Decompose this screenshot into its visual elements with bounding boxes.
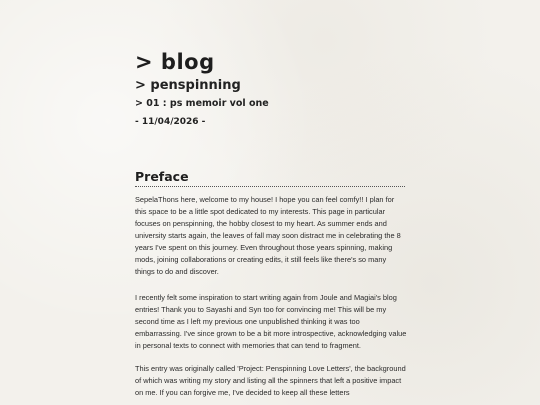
page-title: > blog bbox=[135, 50, 215, 74]
blog-category: > penspinning bbox=[135, 78, 241, 93]
paragraph: I recently felt some inspiration to start writing again from Joule and Magiai's blog entries! Thank you to Sayashi and Syn too for convincing me! This will be my second time as I left my previous one unpublished thinking it was too embarrassing. I've since grown to be a bit more introspective, acknowledging value in personal texts to connect with memories that can tend to fragment. bbox=[135, 293, 407, 350]
section-heading: Preface bbox=[135, 169, 189, 184]
paragraph: This entry was originally called 'Project: Penspinning Love Letters', the background of which was writing my story and listing all the spinners that left a positive impact on me. If you can forgive me, I've decided to keep all these letters bbox=[135, 364, 406, 397]
paragraph: SepelaThons here, welcome to my house! I hope you can feel comfy!! I plan for this space to be a little spot dedicated to my interests. This page in particular focuses on penspinning, the hobby closest to my heart. As summer ends and university starts again, the leaves of fall may soon distract me in celebrating the 8 years I've spent on this journey. Even throughout those years spinning, making mods, joining collaborations or creating edits, it still feels like there's so many things to do and discover. bbox=[135, 195, 401, 276]
section-divider bbox=[135, 186, 405, 187]
entry-title: > 01 : ps memoir vol one bbox=[135, 98, 269, 109]
entry-date: - 11/04/2026 - bbox=[135, 117, 206, 127]
